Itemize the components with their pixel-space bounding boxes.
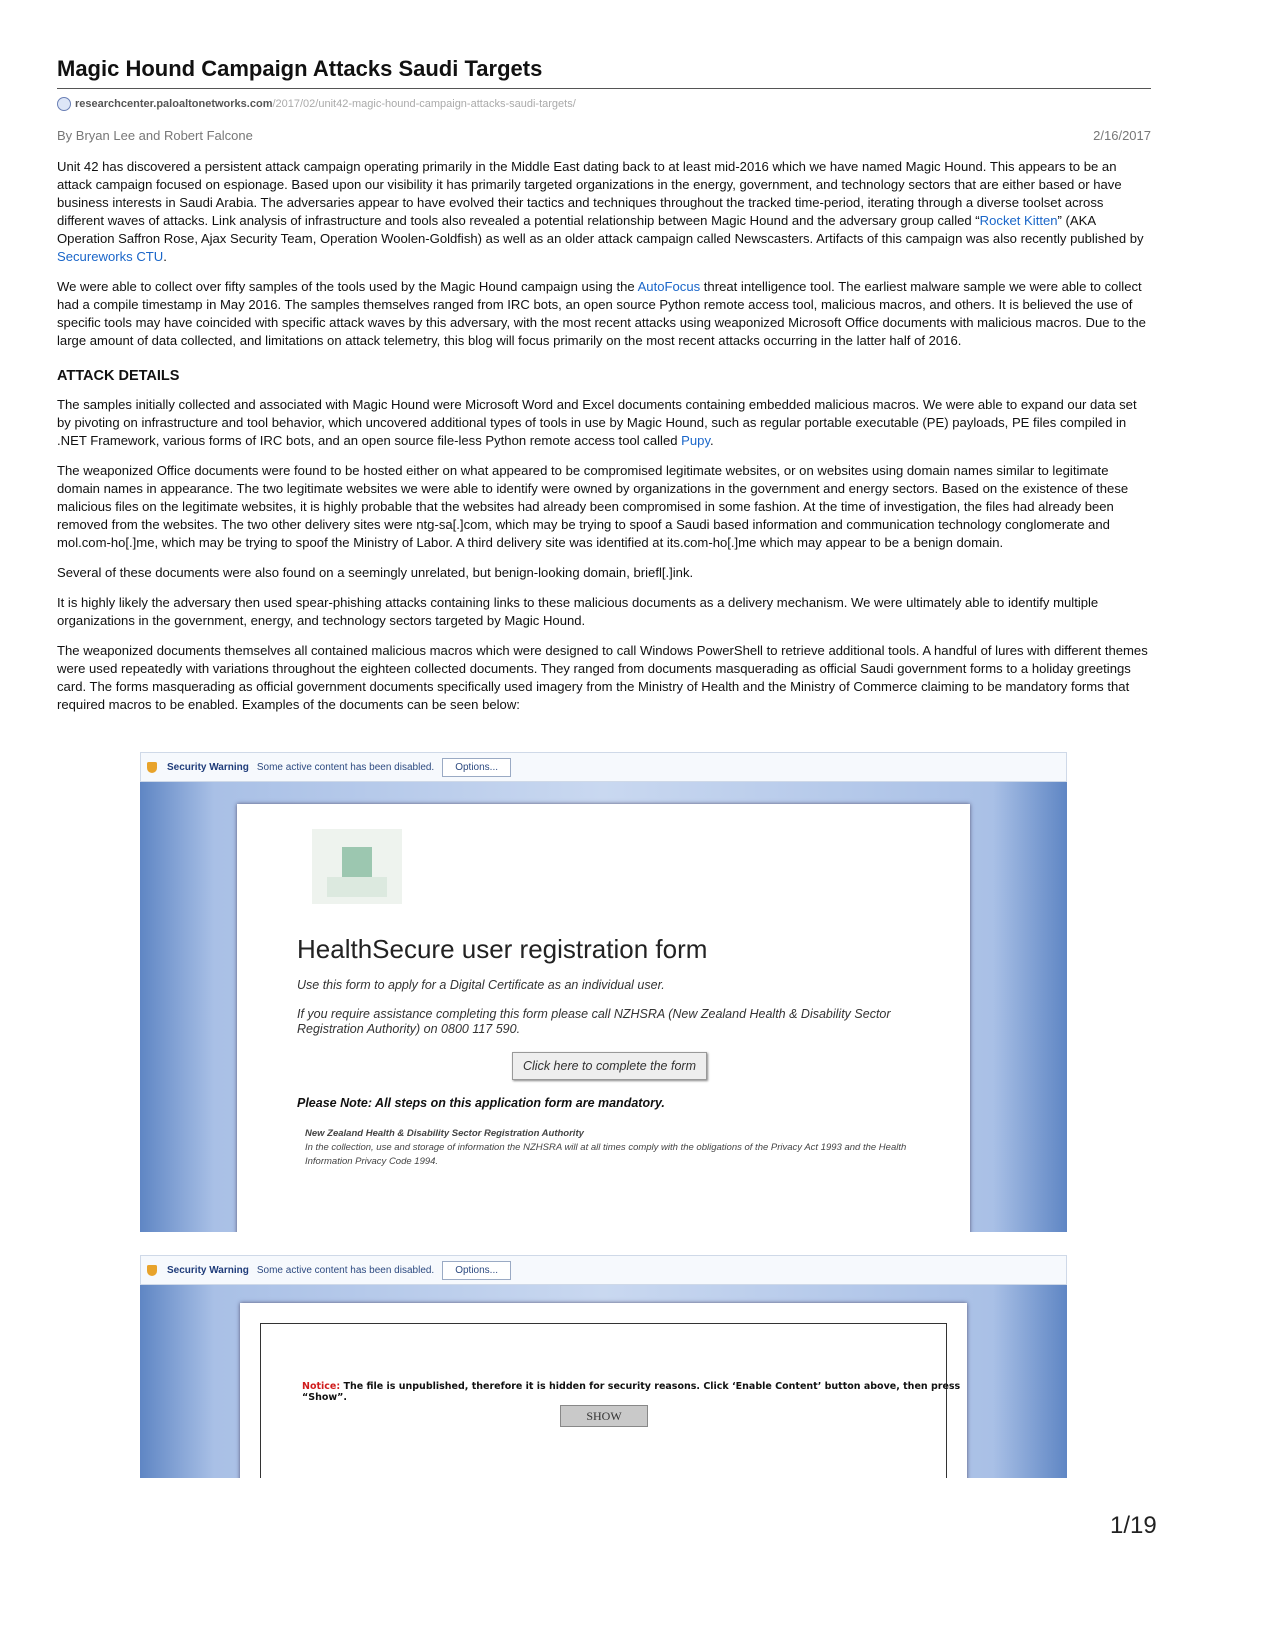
globe-icon bbox=[57, 97, 71, 111]
lure-screenshot-2 bbox=[140, 1255, 1067, 1478]
complete-form-button: Click here to complete the form bbox=[512, 1052, 707, 1080]
source-url[interactable] bbox=[57, 97, 1151, 111]
link-autofocus[interactable]: AutoFocus bbox=[637, 279, 701, 294]
url-path: /2017/02/unit42-magic-hound-campaign-attacks-saudi-targets/ bbox=[272, 98, 576, 110]
page-number: 1/19 bbox=[1110, 1512, 1157, 1539]
options-button[interactable]: Options... bbox=[442, 1261, 511, 1280]
paragraph: Several of these documents were also found on a seemingly unrelated, but benign-looking domain, briefl[.]ink. bbox=[57, 565, 694, 580]
security-warning-bar: Security Warning Some active content has been disabled. Options... bbox=[140, 752, 1067, 782]
date: 2/16/2017 bbox=[1093, 128, 1151, 143]
security-warning-bar: Security Warning Some active content has been disabled. Options... bbox=[140, 1255, 1067, 1285]
page-title: Magic Hound Campaign Attacks Saudi Targets bbox=[57, 56, 1151, 89]
document-page: Notice: The file is unpublished, therefore it is hidden for security reasons. Click ‘Enable Content’ button above, then press “Show”. SHOW bbox=[240, 1303, 967, 1478]
blurred-logo bbox=[312, 829, 402, 904]
shield-icon bbox=[147, 762, 157, 773]
paragraph: The weaponized documents themselves all contained malicious macros which were designed to call Windows PowerShell to retrieve additional tools. A handful of lures with different themes were used repeatedly with variations throughout the eighteen collected documents. They ranged from documents masquerading as official Saudi government forms to a holiday greetings card. The forms masquerading as official government documents specifically used imagery from the Ministry of Health and the Ministry of Commerce claiming to be mandatory forms that required macros to be enabled. Examples of the documents can be seen below: bbox=[57, 643, 1148, 712]
form-title: HealthSecure user registration form bbox=[297, 934, 708, 964]
options-button[interactable]: Options... bbox=[442, 758, 511, 777]
paragraph: The samples initially collected and associated with Magic Hound were Microsoft Word and Excel documents containing embedded malicious macros. We were able to expand our data set by pivoting on infrastructure and tool behavior, which uncovered additional types of tools in use by Magic Hound, such as regular portable executable (PE) payloads, PE files compiled in .NET Framework, various forms of IRC bots, and an open source file-less Python remote access tool called Pupy. bbox=[57, 397, 1137, 448]
show-button: SHOW bbox=[560, 1405, 648, 1427]
url-domain: researchcenter.paloaltonetworks.com bbox=[75, 98, 273, 110]
shield-icon bbox=[147, 1265, 157, 1276]
section-heading: ATTACK DETAILS bbox=[57, 368, 180, 384]
article bbox=[57, 56, 1151, 714]
byline: By Bryan Lee and Robert Falcone bbox=[57, 128, 253, 143]
lure-screenshot-1 bbox=[140, 752, 1067, 1232]
paragraph: Unit 42 has discovered a persistent attack campaign operating primarily in the Middle East dating back to at least mid-2016 which we have named Magic Hound. This appears to be an attack campaign focused on espionage. Based upon our visibility it has primarily targeted organizations in the energy, government, and technology sectors that are either based or have business interests in Saudi Arabia. The adversaries appear to have evolved their tactics and techniques throughout the tracked time-period, iterating through a diverse toolset across different waves of attacks. Link analysis of infrastructure and tools also revealed a potential relationship between Magic Hound and the adversary group called “Rocket Kitten” (AKA Operation Saffron Rose, Ajax Security Team, Operation Woolen-Goldfish) as well as an older attack campaign called Newscasters. Artifacts of this campaign was also recently published by Secureworks CTU. bbox=[57, 159, 1144, 264]
link-rocket-kitten[interactable]: Rocket Kitten bbox=[979, 213, 1058, 228]
paragraph: The weaponized Office documents were found to be hosted either on what appeared to be compromised legitimate websites, or on websites using domain names similar to legitimate domain names in appearance. The two legitimate websites we were able to identify were owned by organizations in the government and energy sectors. Based on the existence of these malicious files on the legitimate websites, it is highly probable that the websites had already been compromised in some fashion. At the time of investigation, the files had already been removed from the websites. The two other delivery sites were ntg-sa[.]com, which may be trying to spoof a Saudi based information and communication technology conglomerate and mol.com-ho[.]me, which may be trying to spoof the Ministry of Labor. A third delivery site was identified at its.com-ho[.]me which may appear to be a benign domain. bbox=[57, 463, 1129, 550]
link-pupy[interactable]: Pupy bbox=[681, 433, 711, 448]
link-secureworks[interactable]: Secureworks CTU bbox=[57, 249, 164, 264]
paragraph: We were able to collect over fifty samples of the tools used by the Magic Hound campaign using the AutoFocus threat intelligence tool. The earliest malware sample we were able to collect had a compile timestamp in May 2016. The samples themselves ranged from IRC bots, an open source Python remote access tool, malicious macros, and others. It is believed the use of specific tools may have coincided with specific attack waves by this adversary, with the most recent attacks using weaponized Microsoft Office documents with malicious macros. Due to the large amount of data collected, and limitations on attack telemetry, this blog will focus primarily on the most recent attacks occurring in the latter half of 2016. bbox=[57, 279, 1146, 348]
document-page: HealthSecure user registration form Use this form to apply for a Digital Certificate as an individual user. If you require assistance completing this form please call NZHSRA (New Zealand Health & Disability Sector Registration Authority) on 0800 117 590. Click here to complete the form Please Note: All steps on this application form are mandatory. New Zealand Health & Disability Sector Registration Authority In the collection, use and storage of information the NZHSRA will at all times comply with the obligations of the Privacy Act 1993 and the Health Information Privacy Code 1994. bbox=[237, 804, 970, 1232]
paragraph: It is highly likely the adversary then used spear-phishing attacks containing links to these malicious documents as a delivery mechanism. We were ultimately able to identify multiple organizations in the government, energy, and technology sectors targeted by Magic Hound. bbox=[57, 595, 1099, 628]
